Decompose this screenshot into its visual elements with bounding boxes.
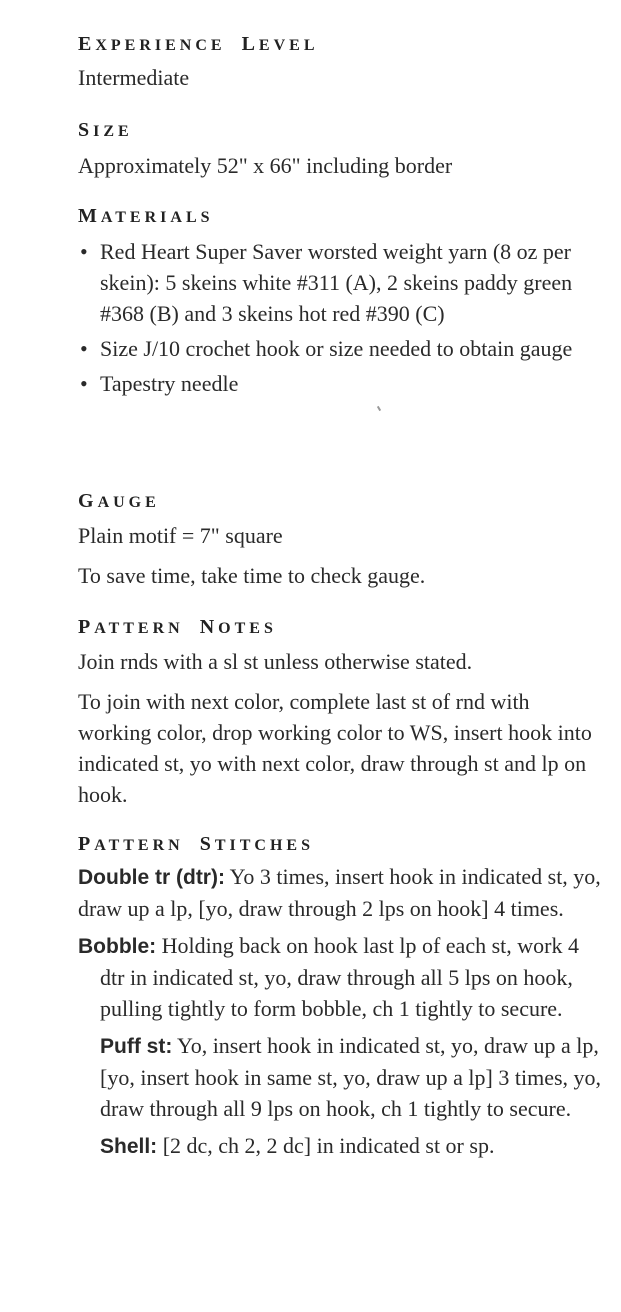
stitch-term: Puff st: [100,1035,173,1058]
stitch-term: Bobble: [78,935,157,958]
pattern-note: Join rnds with a sl st unless otherwise stated. [78,649,473,674]
pattern-notes-heading [78,616,608,639]
materials-item [78,236,608,329]
heading-initial: N [199,616,219,638]
materials-section [78,205,608,403]
gauge-note: To save time, take time to check gauge. [78,563,426,588]
heading-rest: XPERIENCE [95,37,226,54]
stitch-description: Yo, insert hook in indicated st, yo, draw up a lp, [yo, insert hook in same st, yo, draw up a lp] 3 times, yo, draw through all 9 lps on hook, ch 1 tightly to secure. [100,1033,602,1121]
heading-rest: AUGE [97,494,160,511]
size-value: Approximately 52" x 66" including border [78,153,453,178]
materials-item-text: Tapestry needle [100,371,239,396]
stitch-description: Yo 3 times, insert hook in indicated st, yo, draw up a lp, [yo, draw through 2 lps on hook] 4 times. [78,864,601,921]
pattern-notes-section [78,616,608,810]
heading-initial: S [199,833,215,855]
heading-initial: L [241,33,259,55]
heading-rest: OTES [218,620,277,637]
gauge-heading [78,490,608,513]
size-heading [78,119,608,142]
pattern-note: To join with next color, complete last st of rnd with working color, drop working color to WS, insert hook into indicated st, yo with next color, draw through st and lp on hook. [78,689,592,807]
experience-value: Intermediate [78,65,190,90]
heading-initial: G [78,490,98,512]
heading-initial: E [78,33,96,55]
materials-item-text: Size J/10 crochet hook or size needed to obtain gauge [100,336,573,361]
experience-heading [78,33,608,56]
materials-item-text: Red Heart Super Saver worsted weight yarn (8 oz per skein): 5 skeins white #311 (A), 2 skeins paddy green #368 (B) and 3 skeins hot red #390 (C) [100,239,573,326]
stitch-dtr [78,861,608,924]
heading-initial: S [78,119,94,141]
experience-section [78,33,608,93]
bullet-icon: • [80,239,88,264]
heading-rest: EVEL [258,37,319,54]
materials-item [78,368,608,399]
gauge-section [78,490,608,591]
scan-speck [377,406,381,411]
stitch-term: Shell: [100,1135,158,1158]
stitch-term: Double tr (dtr): [78,866,225,889]
materials-list [78,236,608,399]
gauge-line: Plain motif = 7" square [78,523,283,548]
stitch-description: [2 dc, ch 2, 2 dc] in indicated st or sp. [157,1133,495,1158]
pattern-stitches-section [78,833,608,1168]
heading-initial: P [78,833,95,855]
stitch-description: Holding back on hook last lp of each st, work 4 dtr in indicated st, yo, draw through all 5 lps on hook, pulling tightly to form bobble, ch 1 tightly to secure. [100,933,579,1021]
heading-initial: P [78,616,95,638]
stitch-puff [78,1030,608,1124]
bullet-icon: • [80,336,88,361]
heading-rest: ATERIALS [100,209,214,226]
heading-initial: M [78,205,101,227]
stitch-shell [78,1130,608,1162]
bullet-icon: • [80,371,88,396]
materials-heading [78,205,608,228]
stitch-bobble [78,930,608,1024]
heading-rest: ATTERN [94,620,184,637]
size-section [78,119,608,181]
heading-rest: IZE [93,123,133,140]
materials-item [78,333,608,364]
heading-rest: ATTERN [94,837,184,854]
pattern-stitches-heading [78,833,608,856]
heading-rest: TITCHES [214,837,314,854]
